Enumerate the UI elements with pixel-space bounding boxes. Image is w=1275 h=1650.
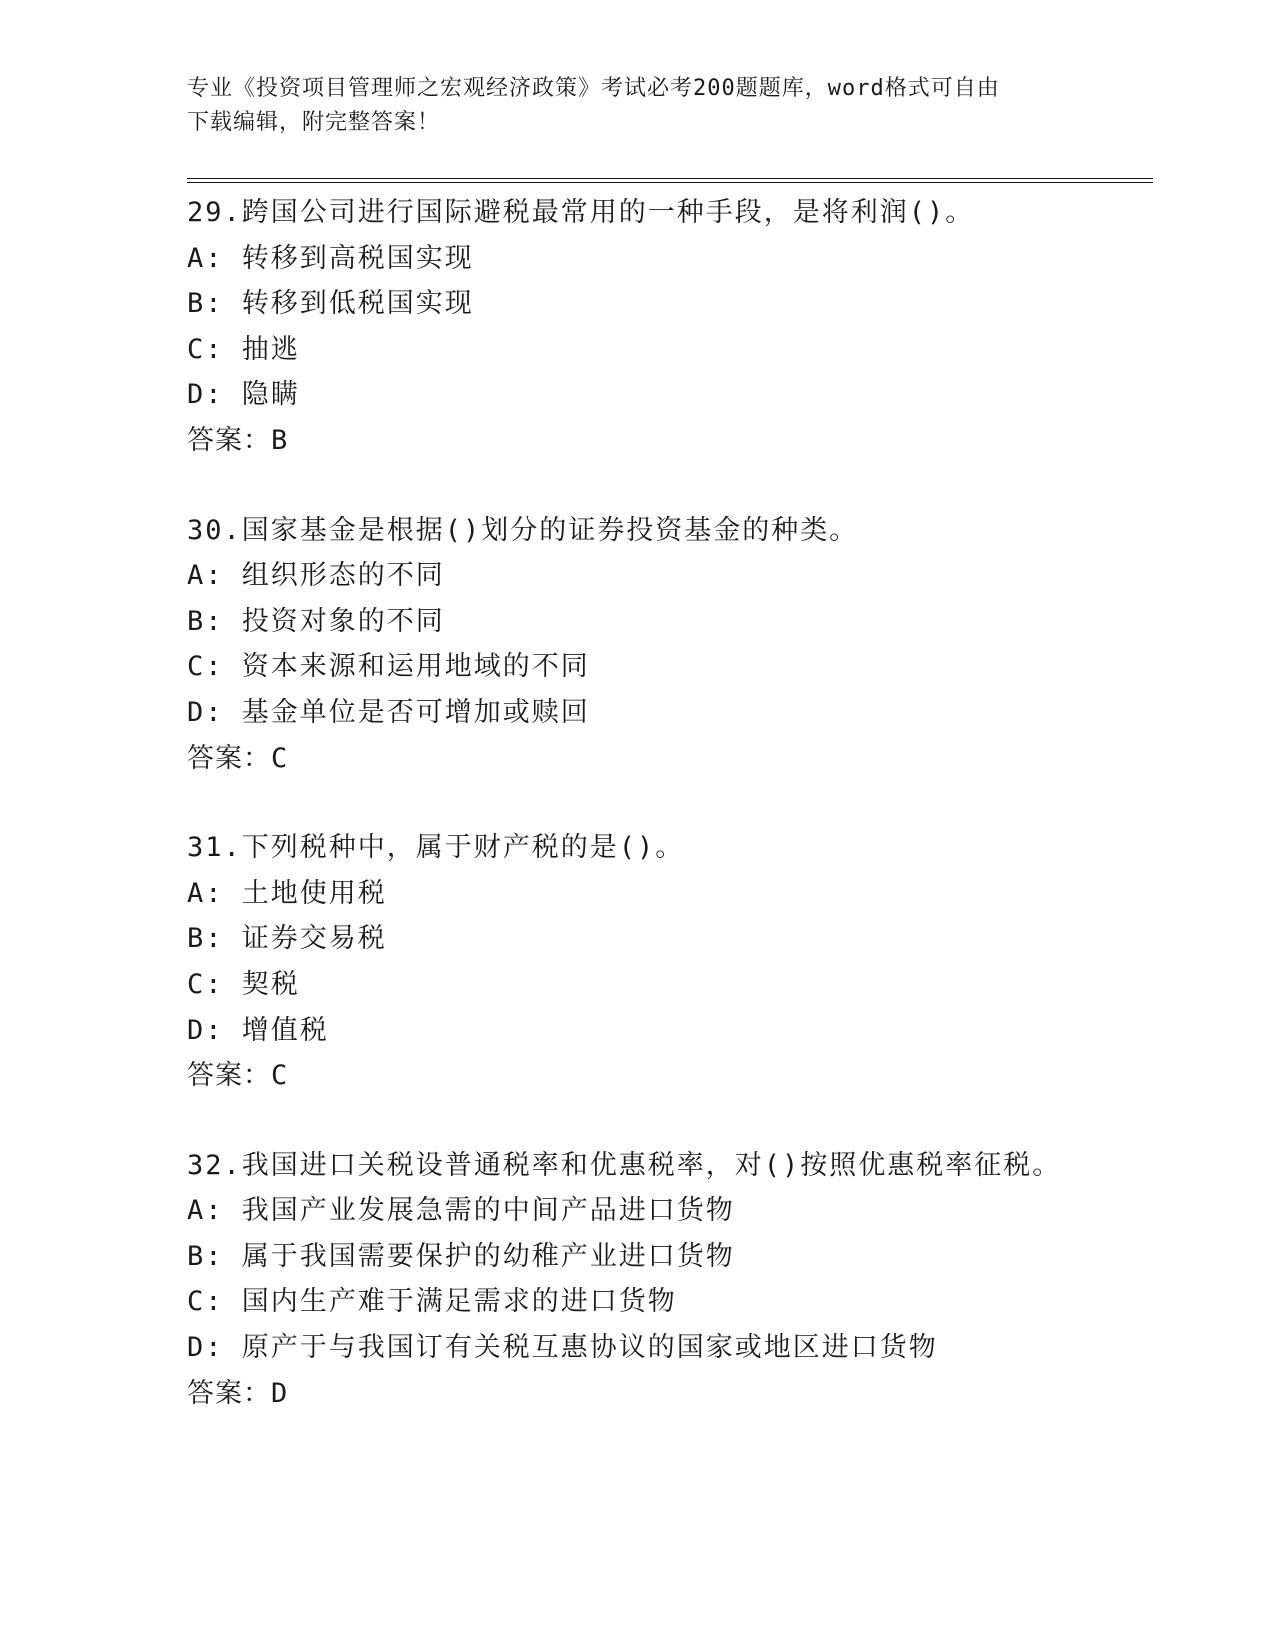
question-32: [187, 1143, 1153, 1417]
option-d: [187, 372, 1153, 418]
option-text: 基金单位是否可增加或赎回: [241, 696, 590, 728]
option-text: 抽逃: [241, 333, 300, 365]
option-c: [187, 644, 1153, 690]
option-letter: D:: [187, 696, 224, 728]
option-b: [187, 281, 1153, 327]
option-d: [187, 690, 1153, 736]
answer-line: [187, 418, 1153, 464]
option-text: 资本来源和运用地域的不同: [241, 651, 590, 683]
option-letter: C:: [187, 968, 224, 1000]
option-letter: B:: [187, 1240, 224, 1272]
option-b: [187, 599, 1153, 645]
header-line-1: 专业《投资项目管理师之宏观经济政策》考试必考200题题库，word格式可自由: [187, 76, 1000, 101]
option-letter: B:: [187, 288, 224, 320]
option-b: [187, 1234, 1153, 1280]
answer-value: D: [271, 1377, 289, 1409]
answer-value: C: [271, 742, 289, 774]
option-c: [187, 1279, 1153, 1325]
option-text: 转移到低税国实现: [241, 288, 474, 320]
option-c: [187, 327, 1153, 373]
option-letter: A:: [187, 877, 224, 909]
answer-label: 答案：: [187, 1377, 271, 1409]
option-letter: C:: [187, 1286, 224, 1318]
document-header: [187, 72, 1067, 140]
option-d: [187, 1325, 1153, 1371]
option-text: 隐瞒: [241, 379, 300, 411]
option-text: 契税: [241, 968, 300, 1000]
option-text: 证券交易税: [241, 923, 387, 955]
option-text: 转移到高税国实现: [241, 242, 474, 274]
answer-label: 答案：: [187, 742, 271, 774]
question-stem: 30.国家基金是根据()划分的证券投资基金的种类。: [187, 514, 859, 546]
question-stem: 29.跨国公司进行国际避税最常用的一种手段，是将利润()。: [187, 197, 975, 228]
option-text: 属于我国需要保护的幼稚产业进口货物: [241, 1240, 735, 1272]
option-a: [187, 871, 1153, 917]
answer-line: [187, 1371, 1153, 1417]
option-text: 我国产业发展急需的中间产品进口货物: [241, 1195, 735, 1227]
option-text: 国内生产难于满足需求的进口货物: [241, 1286, 677, 1318]
answer-label: 答案：: [187, 424, 271, 456]
header-divider-top: [187, 178, 1153, 179]
answer-line: [187, 1053, 1153, 1099]
option-text: 增值税: [241, 1014, 329, 1046]
question-31: [187, 825, 1153, 1099]
option-c: [187, 962, 1153, 1008]
header-divider-bottom: [187, 182, 1153, 183]
question-stem: 32.我国进口关税设普通税率和优惠税率，对()按照优惠税率征税。: [187, 1149, 1062, 1181]
question-stem: 31.下列税种中，属于财产税的是()。: [187, 832, 685, 864]
option-letter: D:: [187, 379, 224, 411]
option-letter: C:: [187, 333, 224, 365]
answer-line: [187, 736, 1153, 782]
option-letter: A:: [187, 1195, 224, 1227]
answer-value: B: [271, 424, 289, 456]
answer-value: C: [271, 1060, 289, 1092]
option-text: 土地使用税: [241, 877, 387, 909]
question-30: [187, 508, 1153, 782]
option-letter: B:: [187, 605, 224, 637]
option-letter: B:: [187, 923, 224, 955]
option-text: 原产于与我国订有关税互惠协议的国家或地区进口货物: [241, 1332, 938, 1364]
option-text: 组织形态的不同: [241, 560, 445, 592]
option-text: 投资对象的不同: [241, 605, 445, 637]
option-a: [187, 1188, 1153, 1234]
option-letter: C:: [187, 651, 224, 683]
question-29: [187, 190, 1153, 464]
option-b: [187, 916, 1153, 962]
option-letter: D:: [187, 1014, 224, 1046]
option-a: [187, 236, 1153, 282]
option-a: [187, 553, 1153, 599]
option-letter: D:: [187, 1332, 224, 1364]
option-letter: A:: [187, 242, 224, 274]
header-line-2: 下载编辑，附完整答案！: [187, 110, 441, 135]
option-letter: A:: [187, 560, 224, 592]
answer-label: 答案：: [187, 1060, 271, 1092]
question-list: [187, 190, 1153, 1460]
option-d: [187, 1008, 1153, 1054]
